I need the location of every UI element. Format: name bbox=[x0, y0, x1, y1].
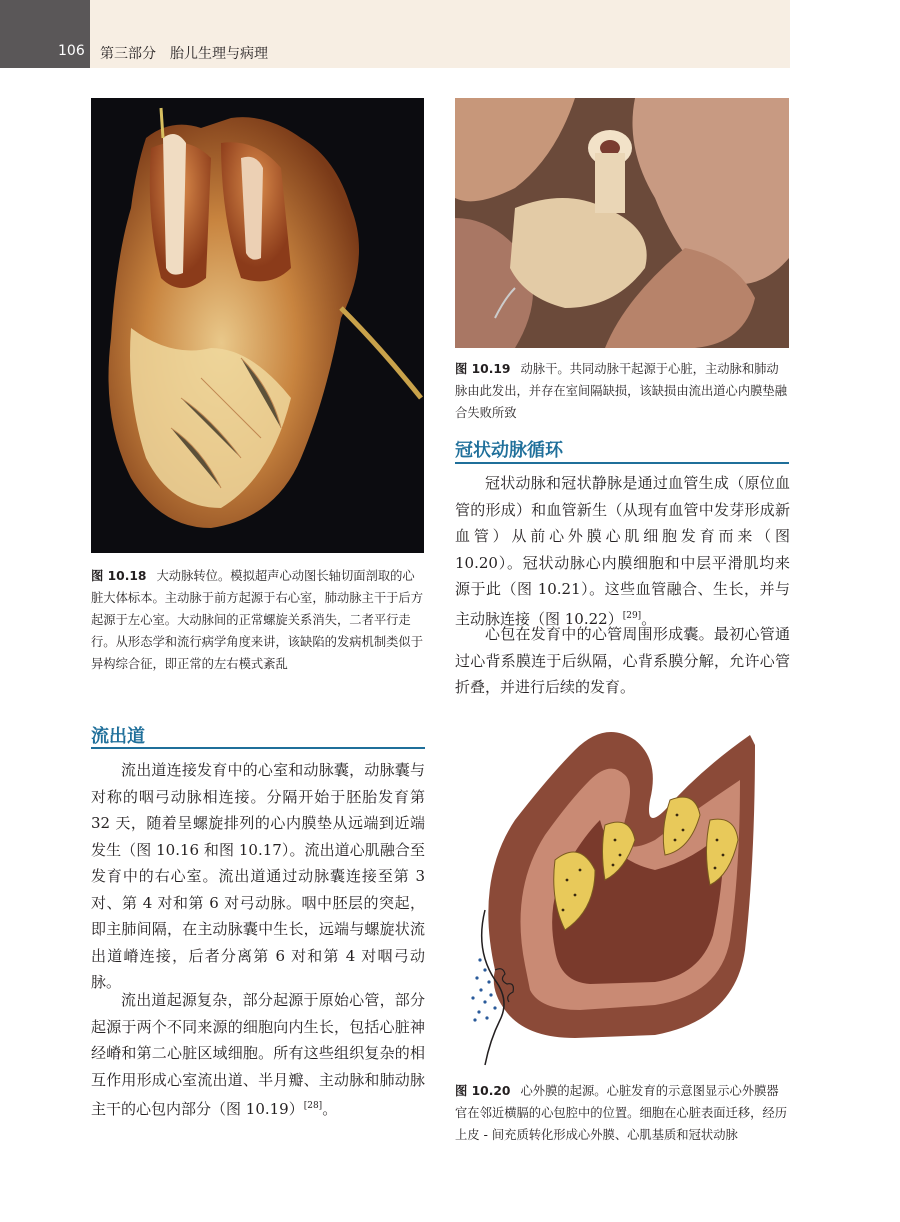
figure-10-19-photo bbox=[455, 98, 789, 348]
running-header: 第三部分 胎儿生理与病理 bbox=[100, 46, 268, 62]
figure-10-20-diagram bbox=[455, 720, 790, 1070]
page-number: 106 bbox=[58, 43, 85, 59]
heading-outflow-tract: 流出道 bbox=[91, 726, 145, 747]
paragraph-coronary-1 bbox=[455, 470, 790, 632]
truncus-specimen-image bbox=[455, 98, 789, 348]
caption-text: 动脉干。共同动脉干起源于心脏，主动脉和肺动脉由此发出，并存在室间隔缺损，该缺损由流出道心内膜垫融合失败所致 bbox=[455, 362, 788, 420]
heart-specimen-image bbox=[91, 98, 424, 553]
caption-text: 大动脉转位。模拟超声心动图长轴切面剖取的心脏大体标本。主动脉于前方起源于右心室，肺动脉主干于后方起源于左心室。大动脉间的正常螺旋关系消失，二者平行走行。从形态学和流行病学角度来讲，该缺陷的发病机制类似于异构综合征，即正常的左右模式紊乱 bbox=[91, 569, 424, 671]
figure-label: 图 10.20 bbox=[455, 1084, 511, 1098]
paragraph-outflow-1: 流出道连接发育中的心室和动脉囊，动脉囊与对称的咽弓动脉相连接。分隔开始于胚胎发育第 32 天，随着呈螺旋排列的心内膜垫从远端到近端发生（图 10.16 和图 10.17）。流出道心肌融合至发育中的右心室。流出道通过动脉囊连接至第 3 对、第 4 对和第 6 对弓动脉。咽中胚层的突起，即主肺间隔，在主动脉囊中生长，远端与螺旋状流出道嵴连接，后者分离第 6 对和第 4 对咽弓动脉。 bbox=[91, 761, 425, 991]
figure-10-18-photo bbox=[91, 98, 424, 553]
paragraph-coronary-2: 心包在发育中的心管周围形成囊。最初心管通过心背系膜连于后纵隔，心背系膜分解，允许心管折叠，并进行后续的发育。 bbox=[455, 625, 790, 696]
paragraph-end: 。 bbox=[641, 609, 657, 628]
caption-text: 心外膜的起源。心脏发育的示意图显示心外膜器官在邻近横膈的心包腔中的位置。细胞在心脏表面迁移，经历上皮 - 间充质转化形成心外膜、心肌基质和冠状动脉 bbox=[455, 1084, 788, 1142]
paragraph-text: 流出道起源复杂，部分起源于原始心管，部分起源于两个不同来源的细胞向内生长，包括心脏神经嵴和第二心脏区域细胞。所有这些组织复杂的相互作用形成心室流出道、半月瓣、主动脉和肺动脉主干的心包内部分（图 10.19） bbox=[91, 991, 425, 1118]
citation: [28] bbox=[303, 1101, 323, 1111]
figure-10-20-caption bbox=[455, 1080, 790, 1146]
heading-coronary-circulation: 冠状动脉循环 bbox=[455, 440, 563, 461]
paragraph-outflow-2 bbox=[91, 987, 425, 1123]
citation: [29] bbox=[622, 610, 642, 621]
figure-label: 图 10.19 bbox=[455, 362, 511, 376]
figure-10-19-caption bbox=[455, 358, 790, 424]
figure-label: 图 10.18 bbox=[91, 569, 147, 583]
paragraph-text: 冠状动脉和冠状静脉是通过血管生成（原位血管的形成）和血管新生（从现有血管中发芽形成新血管）从前心外膜心肌细胞发育而来（图 10.20）。冠状动脉心内膜细胞和中层平滑肌均来源于此（图 10.21）。这些血管融合、生长，并与主动脉连接（图 10.22） bbox=[455, 474, 790, 628]
figure-10-18-caption bbox=[91, 565, 425, 675]
paragraph-end: 。 bbox=[322, 1100, 338, 1118]
heading-rule bbox=[91, 747, 425, 749]
heading-rule bbox=[455, 462, 789, 464]
